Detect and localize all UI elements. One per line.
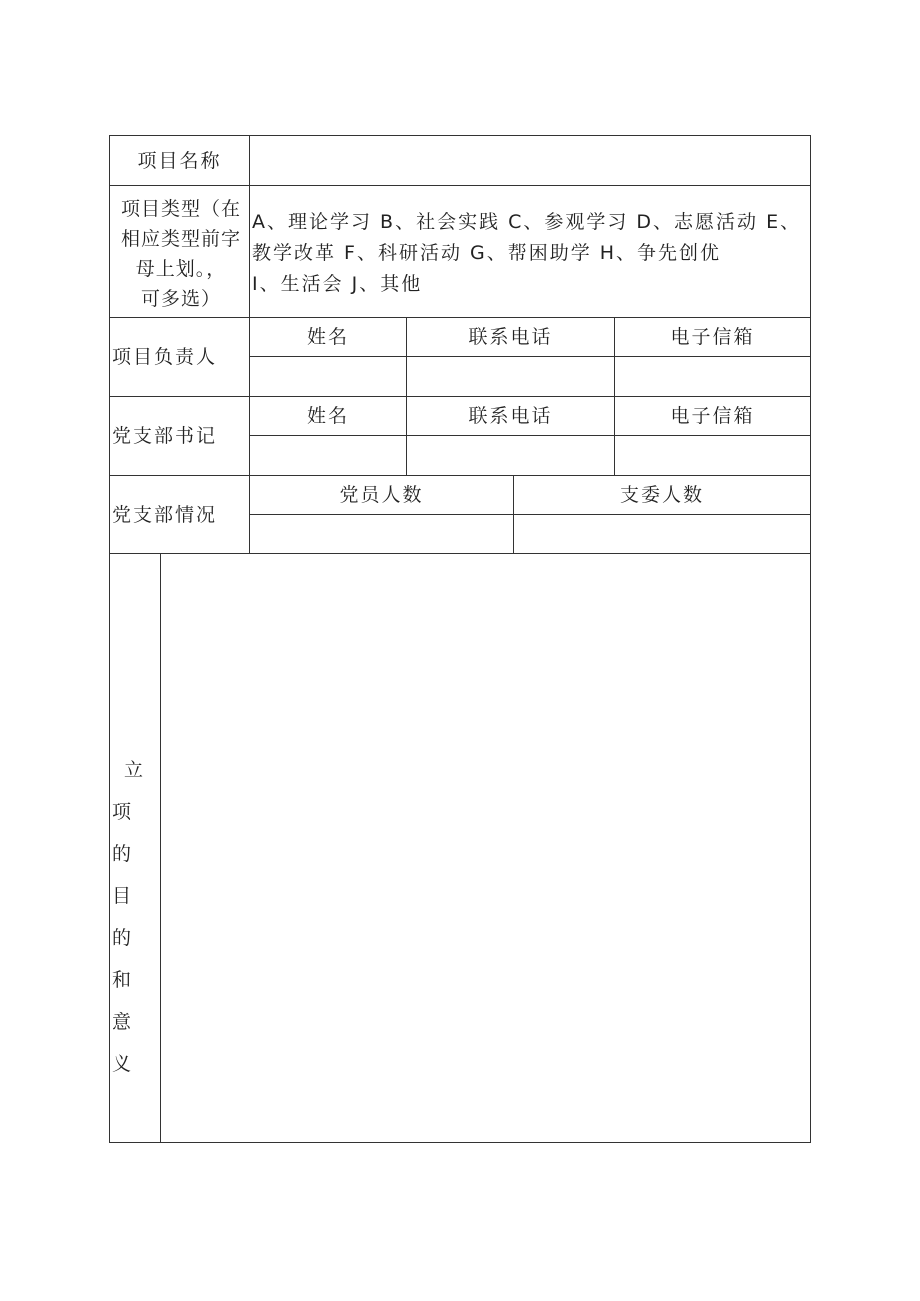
secretary-name-header: [249, 396, 407, 436]
branch-members-header-text: 党员人数: [339, 484, 424, 506]
project-type-options-line: A、理论学习 B、社会实践 C、参观学习 D、志愿活动 E、: [252, 211, 802, 233]
branch-committee-header-text: 支委人数: [619, 484, 704, 506]
leader-name-header: [249, 317, 407, 357]
purpose-input-area[interactable]: [160, 553, 811, 1143]
secretary-phone-input[interactable]: [406, 435, 615, 476]
purpose-label-line: 立: [124, 759, 144, 781]
project-type-label-cell: [109, 185, 250, 318]
branch-committee-input[interactable]: [513, 514, 811, 554]
branch-members-input[interactable]: [249, 514, 514, 554]
project-type-options-cell[interactable]: [249, 185, 811, 318]
leader-email-header-text: 电子信箱: [670, 326, 755, 348]
project-name-label-cell: [109, 135, 250, 186]
project-name-label: 项目名称: [137, 149, 222, 172]
secretary-label: 党支部书记: [112, 425, 218, 447]
leader-name-header-text: 姓名: [306, 326, 349, 348]
branch-committee-header: [513, 475, 811, 515]
secretary-email-input[interactable]: [614, 435, 811, 476]
purpose-label-line: 项的: [112, 801, 142, 865]
secretary-name-input[interactable]: [249, 435, 407, 476]
leader-email-input[interactable]: [614, 356, 811, 397]
leader-phone-header-text: 联系电话: [468, 326, 553, 348]
branch-label: 党支部情况: [112, 504, 218, 526]
project-type-label-line: 项目类型（在: [120, 198, 241, 220]
purpose-label-line: 义: [112, 1053, 132, 1075]
application-form-table: [109, 135, 811, 1143]
leader-email-header: [614, 317, 811, 357]
project-type-label-line: 相应类型前字: [120, 228, 241, 250]
project-type-options-line: I、生活会 J、其他: [252, 273, 423, 295]
secretary-email-header: [614, 396, 811, 436]
secretary-name-header-text: 姓名: [306, 405, 349, 427]
leader-phone-header: [406, 317, 615, 357]
project-type-options-line: 教学改革 F、科研活动 G、帮困助学 H、争先创优: [252, 242, 722, 264]
project-name-input-cell[interactable]: [249, 135, 811, 186]
leader-label: 项目负责人: [112, 346, 218, 368]
secretary-label-cell: [109, 396, 250, 476]
branch-label-cell: [109, 475, 250, 554]
secretary-phone-header: [406, 396, 615, 436]
purpose-label-line: 和意: [112, 969, 142, 1033]
project-type-label-line: 母上划。，: [135, 258, 227, 280]
project-type-label-line: 可多选）: [140, 288, 221, 310]
secretary-phone-header-text: 联系电话: [468, 405, 553, 427]
branch-members-header: [249, 475, 514, 515]
leader-name-input[interactable]: [249, 356, 407, 397]
purpose-label-line: 目的: [112, 885, 142, 949]
secretary-email-header-text: 电子信箱: [670, 405, 755, 427]
purpose-label-cell: [109, 553, 161, 1143]
leader-label-cell: [109, 317, 250, 397]
leader-phone-input[interactable]: [406, 356, 615, 397]
